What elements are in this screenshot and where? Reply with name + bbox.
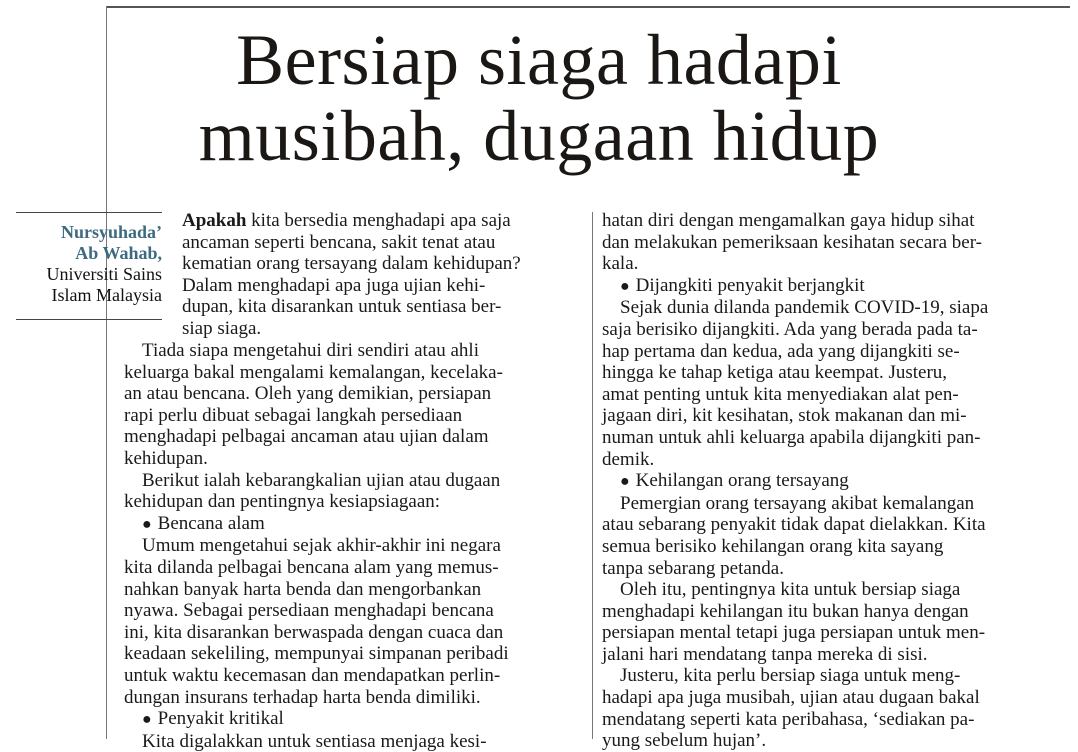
body-line: demik. [602,448,655,470]
body-line: kehidupan. [124,447,208,469]
bullet-dot-icon: ● [142,711,152,729]
body-line: Pemergian orang tersayang akibat kemalangan [620,492,975,514]
lead-word: Apakah [182,210,247,231]
author-name-line-1: Nursyuhada’ [60,222,162,242]
body-line: yung sebelum hujan’. [602,730,767,752]
body-line: numan untuk ahli keluarga apabila dijangkiti pan- [602,426,981,448]
body-line: jagaan diri, kit kesihatan, stok makanan dan mi- [602,405,967,427]
body-line: saja berisiko dijangkiti. Ada yang berada pada ta- [602,318,978,340]
column-1-intro [182,210,582,340]
byline-box [16,212,162,320]
author-name-line-2: Ab Wahab, [75,243,162,263]
body-line: menghadapi kehilangan itu bukan hanya dengan [602,600,969,622]
body-line: keadaan sekeliling, mempunyai simpanan peribadi [124,643,509,665]
body-line: Kita digalakkan untuk sentiasa menjaga kesi- [142,730,487,752]
top-rule [106,6,1070,8]
intro-line [182,210,582,232]
bullet-heading [124,513,584,536]
body-line: Umum mengetahui sejak akhir-akhir ini negara [142,535,501,557]
body-line: keluarga bakal mengalami kemalangan, kecelaka- [124,361,503,383]
body-line: ini, kita disarankan berwaspada dengan cuaca dan [124,621,504,643]
bullet-heading-text: Penyakit kritikal [157,708,284,730]
body-line: kala. [602,253,639,275]
body-line: nyawa. Sebagai persediaan menghadapi bencana [124,600,494,622]
body-line: hadapi apa juga musibah, ujian atau dugaan bakal [602,687,980,709]
body-line: Tiada siapa mengetahui diri sendiri atau ahli [142,340,479,361]
body-line: Justeru, kita perlu bersiap siaga untuk meng- [620,665,961,687]
body-line: atau sebarang penyakit tidak dapat dielakkan. Kita [602,514,986,536]
column-2-body [602,210,1068,752]
body-line: Sejak dunia dilanda pandemik COVID-19, siapa [620,297,989,319]
body-line: persiapan mental tetapi juga persiapan untuk men- [602,622,986,644]
bullet-dot-icon: ● [620,277,630,295]
body-line: dan melakukan pemeriksaan kesihatan secara ber- [602,231,982,253]
intro-line: siap siaga. [182,317,262,339]
bullet-heading-text: Dijangkiti penyakit berjangkit [635,274,865,296]
headline-line-2: musibah, dugaan hidup [198,96,880,176]
affiliation-line-1: Universiti Sains [46,264,162,284]
body-line: mendatang seperti kata peribahasa, ‘sediakan pa- [602,708,975,730]
column-1-body [124,340,584,752]
bullet-dot-icon: ● [142,515,152,533]
affiliation-line-2: Islam Malaysia [51,285,162,305]
bullet-heading-text: Bencana alam [157,512,265,534]
body-line: kehidupan dan pentingnya kesiapsiagaan: [124,491,441,513]
body-line: hatan diri dengan mengamalkan gaya hidup sihat [602,210,975,231]
intro-line: ancaman seperti bencana, sakit tenat atau [182,231,496,253]
body-line: amat penting untuk kita menyediakan alat pen- [602,383,959,405]
bullet-dot-icon: ● [620,473,630,491]
bullet-heading [602,275,1068,298]
intro-line: dupan, kita disarankan untuk sentiasa ber- [182,296,502,318]
body-line: dungan insurans terhadap harta benda dimiliki. [124,686,481,708]
body-line: jalani hari mendatang tanpa mereka di sisi. [602,643,928,665]
column-divider [592,212,593,739]
body-line: nahkan banyak harta benda dan mengorbankan [124,578,482,600]
body-line: untuk waktu kecemasan dan mendapatkan perlin- [124,664,501,686]
body-line: kita dilanda pelbagai bencana alam yang memus- [124,556,499,578]
lead-rest: kita bersedia menghadapi apa saja [246,210,511,231]
body-line: hingga ke tahap ketiga atau keempat. Justeru, [602,362,948,384]
body-line: tanpa sebarang petanda. [602,557,784,579]
body-line: rapi perlu dibuat sebagai langkah persediaan [124,404,463,426]
bullet-heading-text: Kehilangan orang tersayang [635,470,849,492]
bullet-heading [602,470,1068,493]
body-line: hap pertama dan kedua, ada yang dijangkiti se- [602,340,960,362]
body-line: Oleh itu, pentingnya kita untuk bersiap siaga [620,579,961,601]
intro-line: Dalam menghadapi apa juga ujian kehi- [182,274,486,296]
body-line: menghadapi pelbagai ancaman atau ujian dalam [124,426,489,448]
bullet-heading [124,708,584,731]
body-line: Berikut ialah kebarangkalian ujian atau dugaan [142,469,501,491]
article-headline [0,22,1078,174]
body-line: an atau bencana. Oleh yang demikian, persiapan [124,383,492,405]
body-line: semua berisiko kehilangan orang kita sayang [602,535,944,557]
headline-line-1: Bersiap siaga hadapi [236,20,842,100]
intro-line: kematian orang tersayang dalam kehidupan? [182,253,521,275]
